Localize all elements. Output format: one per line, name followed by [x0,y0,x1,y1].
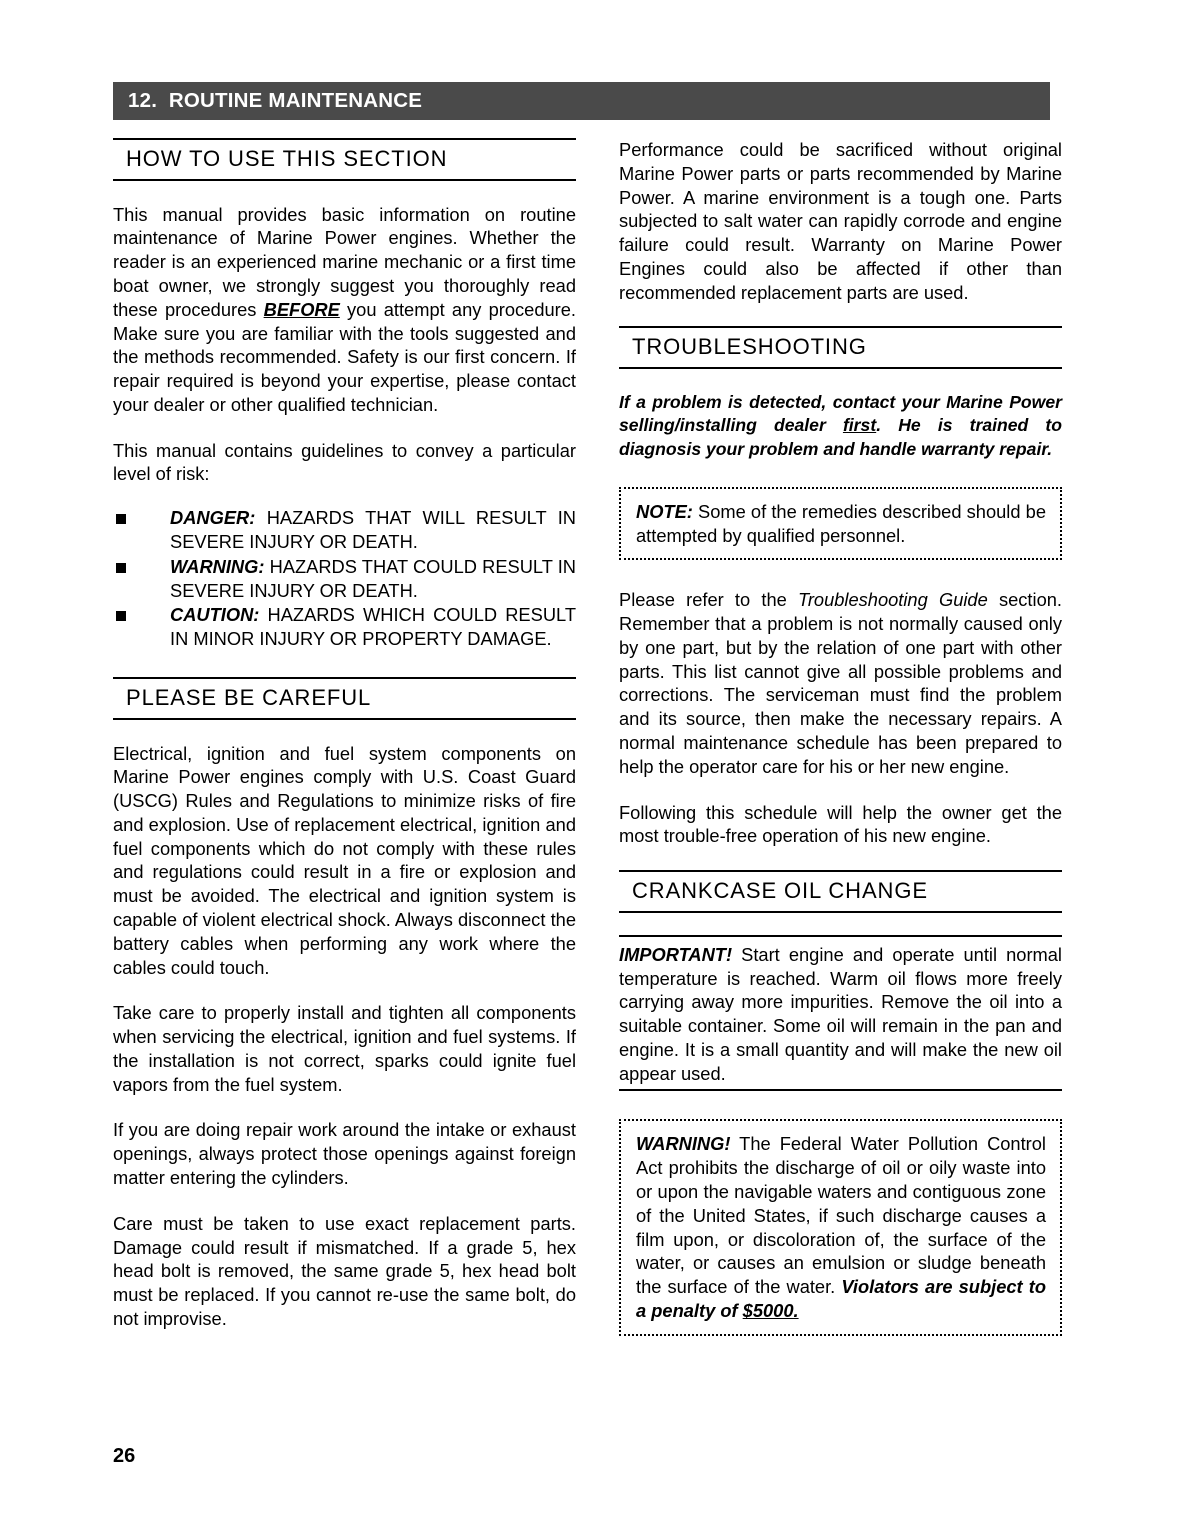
right-column [619,138,1062,1336]
please-be-careful-paragraph-3: If you are doing repair work around the intake or exhaust openings, always protect those openings against foreign matter entering the cylinders. [113,1119,576,1189]
troubleshooting-paragraph-2: Following this schedule will help the owner get the most trouble-free operation of his new engine. [619,801,1062,847]
important-notice-paragraph [619,943,1062,1086]
square-bullet-icon [116,563,126,573]
list-item [113,555,576,603]
troubleshooting-guide-reference: Troubleshooting Guide [798,589,988,611]
troubleshooting-lead-pre: If a problem is detected, contact your Marine Power selling/installing dealer [619,392,1062,436]
please-be-careful-paragraph-1: Electrical, ignition and fuel system components on Marine Power engines comply with U.S. Coast Guard (USCG) Rules and Regulations to minimize risks of fire and explosion. Use of replacement electrical, ignition and fuel components which do not comply with these rules and regulations could result in a fire or explosion and must be avoided. The electrical and ignition system is capable of violent electrical shock. Always disconnect the battery cables when performing any work where the cables could touch. [113,742,576,978]
troubleshooting-paragraph-1 [619,588,1062,778]
section-heading-crankcase-oil-change-label: CRANKCASE OIL CHANGE [632,878,928,904]
section-heading-troubleshooting [619,326,1062,369]
how-to-use-paragraph-1-pre: This manual provides basic information on routine maintenance of Marine Power engines. Whether the reader is an experienced marine mechanic or a first time boat owner, we strongly suggest you thoroughly read these procedures [113,203,576,320]
note-text: Some of the remedies described should be attempted by qualified personnel. [636,500,1046,546]
section-heading-how-to-use [113,138,576,181]
troubleshooting-paragraph-1-post: section. Remember that a problem is not normally caused only by one part, but by the relation of one part with other parts. This list cannot give all possible problems and corrections. The serviceman must find the problem and its source, then make the necessary repairs. A normal maintenance schedule has been prepared to help the operator care for his or her new engine. [619,589,1062,777]
warning-penalty-pre: Violators are subject to a penalty of [636,1276,1046,1321]
risk-description: HAZARDS THAT WILL RESULT IN SEVERE INJURY OR DEATH. [170,507,576,552]
list-item [113,603,576,651]
note-callout-box [619,487,1062,561]
left-column [113,138,576,1331]
risk-description: HAZARDS THAT COULD RESULT IN SEVERE INJURY OR DEATH. [170,555,576,601]
warning-text: The Federal Water Pollution Control Act prohibits the discharge of oil or oily waste into or upon the navigable waters and contiguous zone of the United States, if such discharge causes a film upon, or discoloration of, the surface of the water, or causes an emulsion or sludge beneath the surface of the water. [636,1133,1046,1298]
troubleshooting-paragraph-1-pre: Please refer to the [619,589,799,611]
section-heading-please-be-careful [113,677,576,720]
important-text: Start engine and operate until normal temperature is reached. Warm oil flows more freely carrying away more impurities. Remove the oil into a suitable container. Some oil will remain in the pan and engine. It is a small quantity and will make the new oil appear used. [619,943,1062,1084]
risk-description: HAZARDS WHICH COULD RESULT IN MINOR INJURY OR PROPERTY DAMAGE. [170,604,576,650]
please-be-careful-paragraph-2: Take care to properly install and tighten all components when servicing the electrical, ignition and fuel systems. If the installation is not correct, sparks could ignite fuel vapors from the fuel system. [113,1002,576,1095]
please-be-careful-paragraph-4: Care must be taken to use exact replacement parts. Damage could result if mismatched. If a grade 5, hex head bolt is removed, the same grade 5, hex head bolt must be replaced. If you cannot re-use the same bolt, do not improvise. [113,1212,576,1329]
troubleshooting-lead-post: . He is trained to diagnosis your problem and handle warranty repair. [619,415,1063,459]
section-heading-troubleshooting-label: TROUBLESHOOTING [632,334,867,360]
note-label: NOTE: [636,500,693,522]
list-item [113,506,576,554]
section-heading-please-be-careful-label: PLEASE BE CAREFUL [126,684,372,710]
risk-term: WARNING: [170,555,265,577]
warning-label: WARNING! [636,1133,731,1155]
warning-penalty-amount: $5000. [742,1299,799,1321]
risk-level-list [113,506,576,651]
important-notice-block [619,935,1062,1092]
how-to-use-paragraph-2: This manual contains guidelines to convey a particular level of risk: [113,439,576,485]
before-emphasis: BEFORE [263,298,340,320]
how-to-use-paragraph-1 [113,203,576,417]
warning-callout-box [619,1119,1062,1335]
chapter-header-bar [113,82,1050,120]
risk-term: CAUTION: [170,604,260,626]
page-number: 26 [113,1445,136,1467]
section-heading-crankcase-oil-change [619,870,1062,913]
section-heading-how-to-use-label: HOW TO USE THIS SECTION [126,146,448,171]
troubleshooting-lead-first-emphasis: first [842,415,877,436]
square-bullet-icon [116,514,126,524]
risk-term: DANGER: [170,507,256,529]
important-label: IMPORTANT! [619,943,733,965]
chapter-title: 12. ROUTINE MAINTENANCE [128,89,423,112]
square-bullet-icon [116,611,126,621]
troubleshooting-lead-paragraph [619,391,1062,461]
how-to-use-paragraph-1-post: you attempt any procedure. Make sure you are familiar with the tools suggested and the methods recommended. Safety is our first concern. If repair required is beyond your expertise, please contact your dealer or other qualified technician. [113,298,576,415]
performance-intro-paragraph: Performance could be sacrificed without original Marine Power parts or parts recommended by Marine Power. A marine environment is a tough one. Parts subjected to salt water can rapidly corrode and engine failure could result. Warranty on Marine Power Engines could also be affected if other than recommended replacement parts are used. [619,139,1062,303]
